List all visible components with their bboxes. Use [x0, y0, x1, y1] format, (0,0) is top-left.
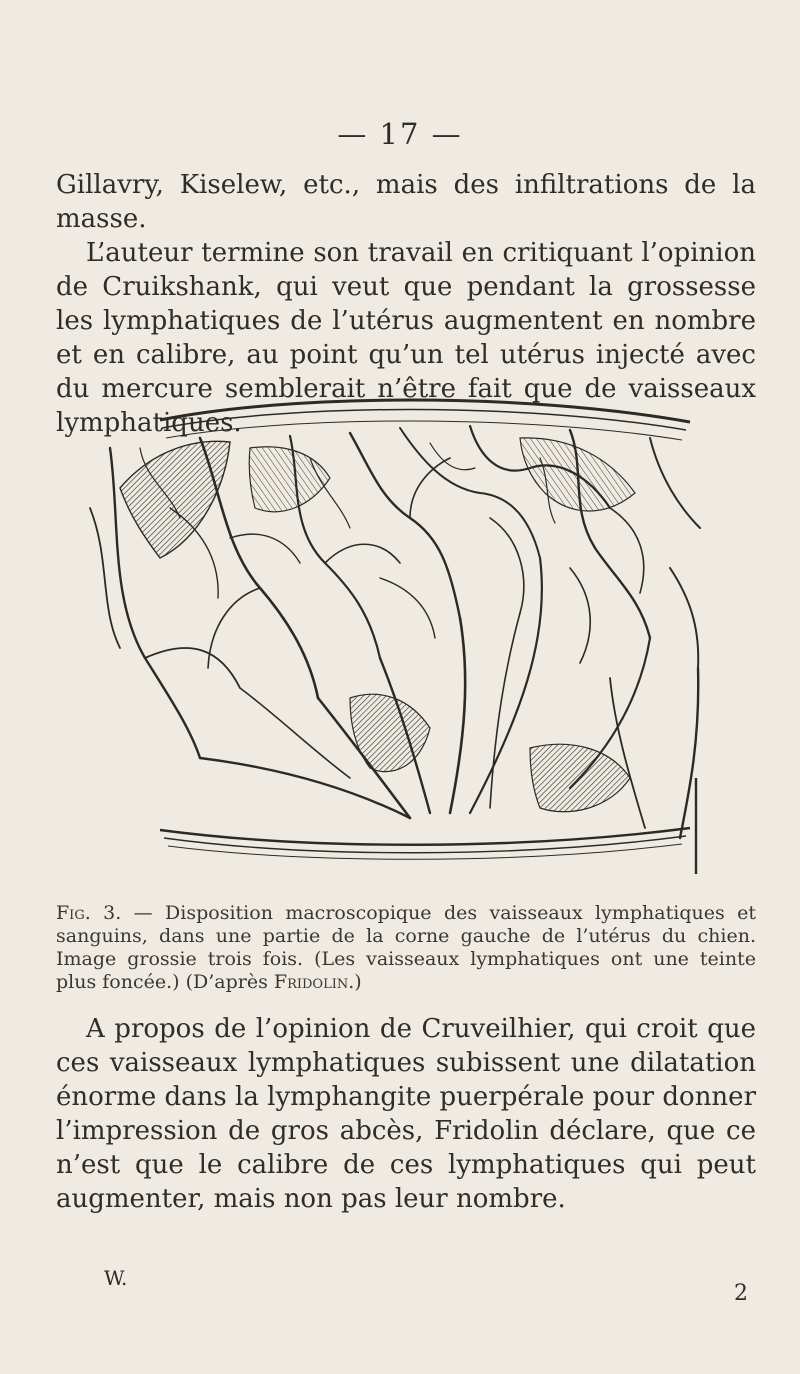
- hatched-area-left: [120, 441, 230, 558]
- vessel-trunks: [200, 558, 698, 838]
- figure-caption-text: — Disposition macroscopique des vaisseaux lymphatiques et sanguins, dans une partie de la corne gauche de l’utérus du chien. Image grossie trois fois. (Les vaisseaux lymphatiques ont une teinte plus foncée.) (D’après: [56, 902, 756, 993]
- membrane-bottom-border: [160, 828, 690, 845]
- paragraph-bottom: A propos de l’opinion de Cruveilhier, qui croit que ces vaisseaux lymphatiques subissent une dilatation énorme dans la lymphangite puerpérale pour donner l’impression de gros abcès, Fridolin déclare, que ce n’est que le calibre de ces lymphatiques qui peut augmenter, mais non pas leur nombre.: [56, 1014, 756, 1214]
- page-number: — 17 —: [337, 117, 463, 151]
- signature-number: 2: [734, 1281, 748, 1306]
- figure-caption: [56, 902, 756, 994]
- hatched-area-bottom: [350, 694, 430, 771]
- paragraph-top-body: L’auteur termine son travail en critiquant l’opinion de Cruikshank, qui veut que pendant la grossesse les lymphatiques de l’utérus augmentent en nombre et en calibre, au point qu’un tel utérus injecté avec du mercure semblerait n’être fait que de vaisseaux lymphatiques.: [56, 238, 756, 438]
- figure-caption-end: .): [348, 971, 362, 993]
- figure-label: Fig. 3.: [56, 902, 122, 924]
- engraving-uterus-lymphatics: [50, 398, 730, 874]
- paragraph-top-line-1: Gillavry, Kiselew, etc., mais des infiltrations de la masse.: [56, 170, 756, 234]
- figure-caption-author: Fridolin: [273, 971, 349, 993]
- figure-engraving: [50, 398, 730, 874]
- signature-mark: W.: [104, 1266, 128, 1290]
- membrane-top-border: [160, 400, 690, 422]
